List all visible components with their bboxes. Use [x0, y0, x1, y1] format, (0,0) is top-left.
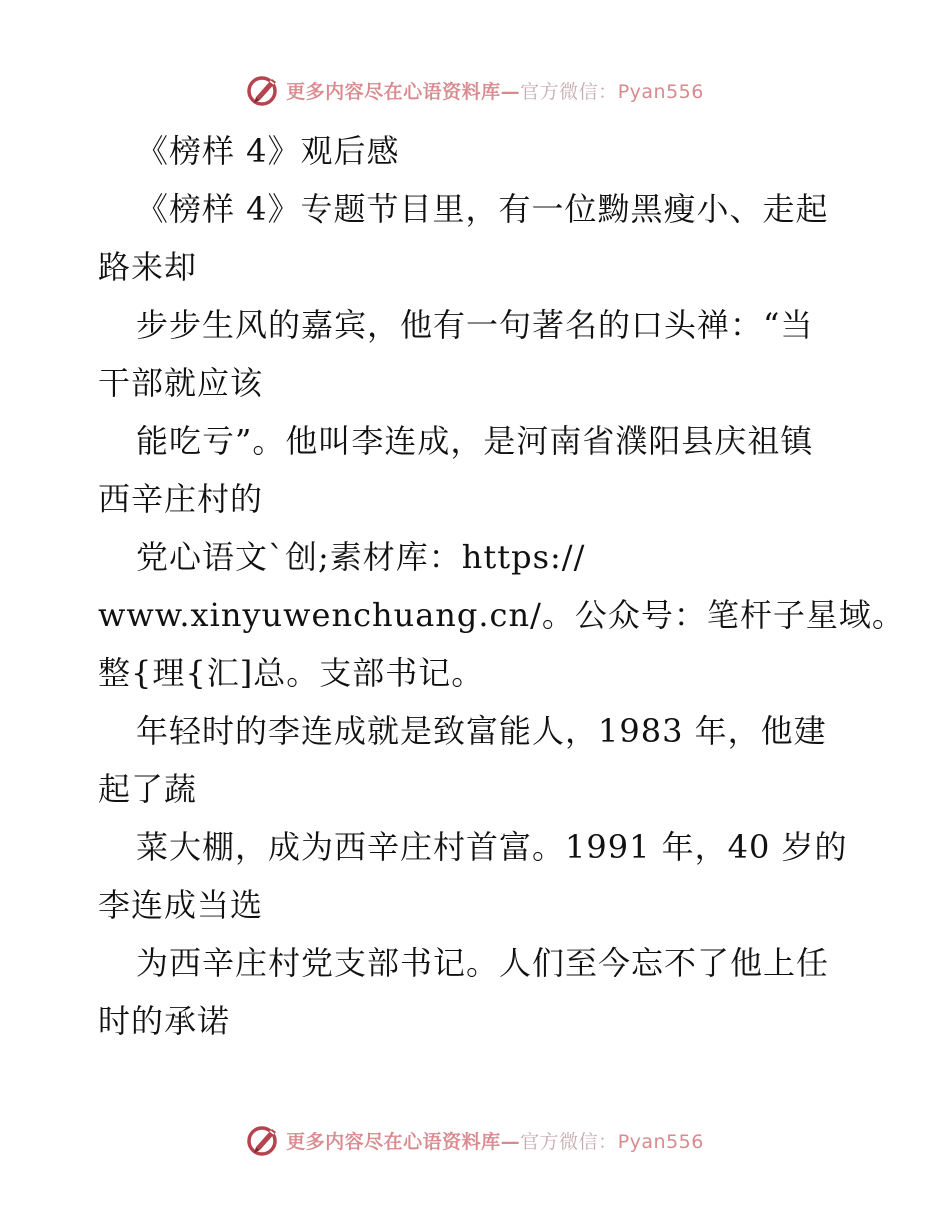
header-watermark: [0, 70, 950, 110]
text-line: 菜大棚，成为西辛庄村首富。1991 年，40 岁的: [136, 828, 848, 866]
text-line: 干部就应该: [98, 364, 264, 402]
watermark-main: 更多内容尽在心语资料库—: [286, 1130, 521, 1153]
watermark-text: [286, 1127, 704, 1154]
text-line: 《榜样 4》专题节目里，有一位黝黑瘦小、走起: [136, 190, 829, 228]
footer-watermark-inner: [246, 1123, 704, 1157]
pen-logo-icon: [246, 73, 280, 107]
text-line: 李连成当选: [98, 886, 264, 924]
watermark-wechat-id: Pyan556: [617, 80, 704, 103]
document-title: 《榜样 4》观后感: [136, 132, 400, 170]
text-line: 时的承诺: [98, 1002, 231, 1040]
text-line: 步步生风的嘉宾，他有一句著名的口头禅：“当: [136, 306, 814, 344]
text-line: 起了蔬: [98, 770, 198, 808]
text-line: 能吃亏”。他叫李连成，是河南省濮阳县庆祖镇: [136, 422, 814, 460]
watermark-wechat-label: 官方微信：: [520, 1130, 618, 1153]
watermark-wechat-id: Pyan556: [617, 1130, 704, 1153]
header-watermark-inner: [246, 73, 704, 107]
text-line: 路来却: [98, 248, 198, 286]
watermark-wechat-label: 官方微信：: [520, 80, 618, 103]
text-line: 整{理{汇]总。支部书记。: [98, 654, 485, 692]
pen-logo-icon: [246, 1123, 280, 1157]
text-line: 西辛庄村的: [98, 480, 264, 518]
text-line: 年轻时的李连成就是致富能人，1983 年，他建: [136, 712, 827, 750]
document-body: [98, 122, 905, 1050]
watermark-text: [286, 77, 704, 104]
text-line: 党心语文`创;素材库：https://: [136, 538, 586, 576]
watermark-main: 更多内容尽在心语资料库—: [286, 80, 521, 103]
text-line: 为西辛庄村党支部书记。人们至今忘不了他上任: [136, 944, 830, 982]
text-line: www.xinyuwenchuang.cn/。公众号：笔杆子星域。: [98, 596, 905, 634]
footer-watermark: [0, 1120, 950, 1160]
